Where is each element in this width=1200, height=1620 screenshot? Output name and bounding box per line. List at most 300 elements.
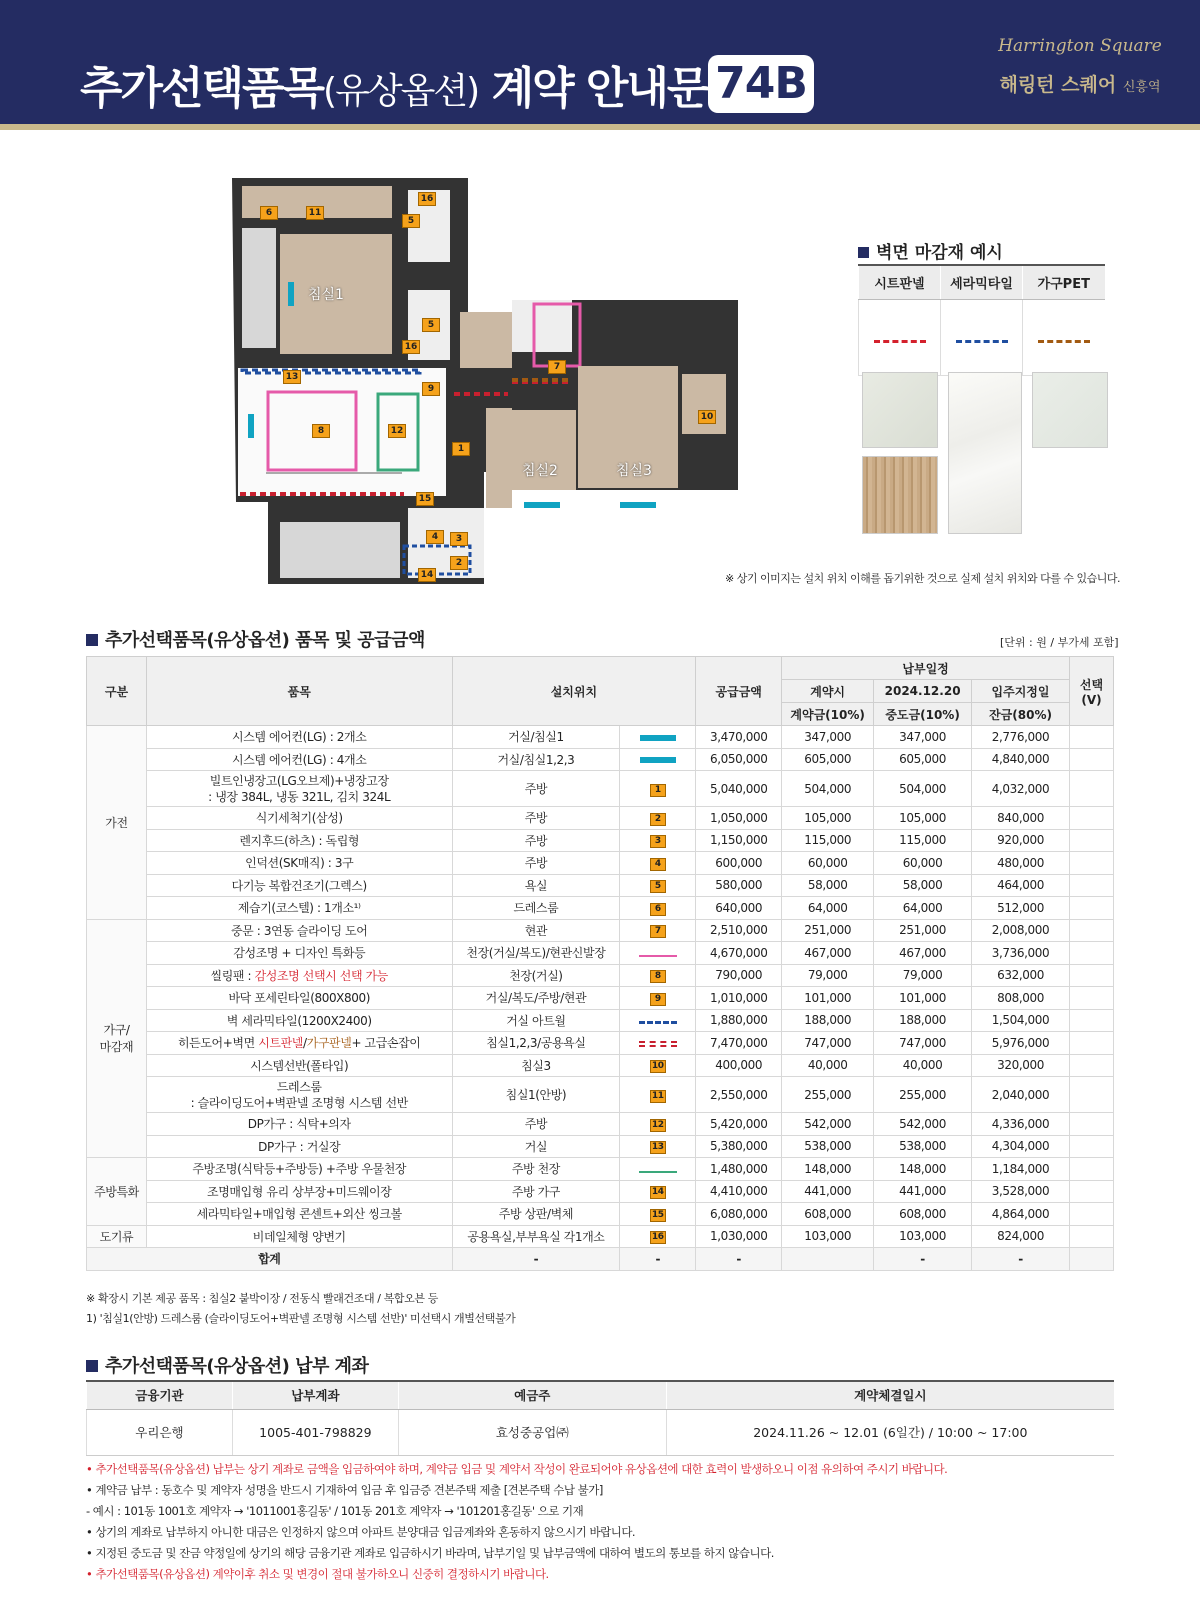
item-name-brown: 가구판넬 [306,1036,352,1051]
item-name: 히든도어+벽면 [177,1036,259,1051]
marker-cell [620,1077,696,1113]
item-name: 씰링팬 : [210,968,255,983]
select-checkbox[interactable] [1069,1032,1113,1055]
marker-cell [620,1135,696,1158]
item-name-highlight: 감성조명 선택시 선택 가능 [254,968,388,983]
price-cell: 4,410,000 [696,1180,782,1203]
balance-cell: 4,336,000 [972,1113,1070,1136]
number-marker: 13 [650,1141,666,1154]
col-mid: 중도금(10%) [874,703,972,726]
balance-cell: 2,776,000 [972,726,1070,749]
deposit-cell: 64,000 [782,897,874,920]
item-name: 시스템 에어컨(LG) : 2개소 [232,730,367,745]
balance-cell: 3,528,000 [972,1180,1070,1203]
item-cell [146,1054,452,1077]
select-checkbox[interactable] [1069,1180,1113,1203]
col-location: 설치위치 [452,657,696,726]
price-cell: 4,670,000 [696,942,782,965]
item-name-sep: / [303,1036,307,1051]
marker-cell [620,771,696,807]
balance-cell: 632,000 [972,964,1070,987]
mid-cell: 605,000 [874,748,972,771]
note-line: - 예시 : 101동 1001호 계약자 → '1011001홍길동' / 101동 201호 계약자 → '101201홍길동' 으로 기재 [86,1504,584,1518]
item-cell [146,771,452,807]
marker-cell [620,1225,696,1248]
col-contract: 계약시 [782,680,874,703]
marker-cell [620,1203,696,1226]
item-cell [146,1203,452,1226]
item-cell [146,748,452,771]
marker-14: 14 [418,568,436,582]
item-cell [146,829,452,852]
item-name: 바닥 포세린타일(800X800) [228,991,370,1006]
unit-type-badge: 74B [708,55,814,113]
acct-period: 2024.11.26 ~ 12.01 (6일간) / 10:00 ~ 17:00 [666,1409,1114,1455]
acct-holder: 효성중공업㈜ [398,1409,666,1455]
location-cell: 주방 [452,771,620,807]
footnote-expansion: ※ 확장시 기본 제공 품목 : 침실2 붙박이장 / 전동식 빨래건조대 / 복합오븐 등 [86,1292,438,1305]
acct-col-bank: 금융기관 [87,1381,233,1409]
wall-finish-heading: 벽면 마감재 예시 [858,238,1003,263]
balance-cell: 920,000 [972,829,1070,852]
category-cell: 가전 [87,726,147,920]
balance-cell: 4,864,000 [972,1203,1070,1226]
room-label-bedroom1: 침실1 [308,287,344,303]
deposit-cell: 115,000 [782,829,874,852]
mid-cell: 105,000 [874,807,972,830]
select-checkbox[interactable] [1069,726,1113,749]
location-cell: 침실1,2,3/공용욕실 [452,1032,620,1055]
deposit-cell: 538,000 [782,1135,874,1158]
balance-cell: 4,032,000 [972,771,1070,807]
number-marker: 14 [650,1186,666,1199]
select-checkbox[interactable] [1069,852,1113,875]
price-cell: 600,000 [696,852,782,875]
floor-plan-east-drawing [512,300,752,604]
marker-cell [620,987,696,1010]
category-cell: 가구/ 마감재 [87,919,147,1158]
mid-cell: 542,000 [874,1113,972,1136]
wall-finish-table [858,264,1105,376]
balance-cell: 1,184,000 [972,1158,1070,1181]
marker-6: 6 [260,206,278,220]
note-line: • 상기의 계좌로 납부하지 아니한 대금은 인정하지 않으며 아파트 분양대금 입금계좌와 혼동하지 않으시기 바랍니다. [86,1525,636,1539]
table-row [87,964,1114,987]
select-checkbox[interactable] [1069,1077,1113,1113]
item-name: 시스템 에어컨(LG) : 4개소 [232,752,367,767]
select-checkbox[interactable] [1069,964,1113,987]
ac-marker [640,735,676,741]
deposit-cell: 747,000 [782,1032,874,1055]
total-mid: - [874,1248,972,1271]
balance-cell: 1,504,000 [972,1009,1070,1032]
ac-mark-bedroom2 [524,502,560,508]
ceramic-tile-swatch [948,372,1022,534]
marker-cell [620,807,696,830]
marker-cell [620,942,696,965]
price-cell: 1,480,000 [696,1158,782,1181]
location-cell: 침실1(안방) [452,1077,620,1113]
ac-mark-bedroom1 [288,282,294,306]
col-deposit: 계약금(10%) [782,703,874,726]
location-cell: 주방 [452,829,620,852]
item-name: 다기능 복합건조기(그렉스) [231,878,367,893]
table-row [87,987,1114,1010]
room-label-bedroom2: 침실2 [522,463,558,479]
mid-cell: 255,000 [874,1077,972,1113]
price-cell: 6,050,000 [696,748,782,771]
item-cell [146,1180,452,1203]
table-row [87,829,1114,852]
location-cell: 거실/복도/주방/현관 [452,987,620,1010]
marker-cell [620,852,696,875]
marker-7: 7 [548,360,566,374]
item-cell [146,897,452,920]
table-row [87,1009,1114,1032]
location-cell: 주방 상판/벽체 [452,1203,620,1226]
total-balance: - [972,1248,1070,1271]
marker-10: 10 [698,410,716,424]
brand-logo: 해링턴 스퀘어 신흥역 [999,74,1161,96]
mid-cell: 79,000 [874,964,972,987]
wall-finish-col-sheet: 시트판넬 [859,265,941,299]
item-cell [146,1113,452,1136]
deposit-cell: 148,000 [782,1158,874,1181]
total-select [1069,1248,1113,1271]
select-checkbox[interactable] [1069,748,1113,771]
item-cell [146,1158,452,1181]
mid-cell: 608,000 [874,1203,972,1226]
total-row [87,1248,1114,1271]
select-checkbox[interactable] [1069,1009,1113,1032]
options-section-heading: 추가선택품목(유상옵션) 품목 및 공급금액 [86,626,425,652]
marker-15: 15 [416,492,434,506]
legend-sheet [859,299,941,375]
header-stripe [0,124,1200,130]
number-marker: 10 [650,1060,666,1073]
price-cell: 1,050,000 [696,807,782,830]
item-name: 세라믹타일+매입형 콘센트+외산 씽크볼 [196,1207,402,1222]
price-cell: 3,470,000 [696,726,782,749]
item-name: 식기세척기(삼성) [255,811,343,826]
account-table [86,1380,1114,1456]
price-cell: 5,420,000 [696,1113,782,1136]
balance-cell: 480,000 [972,852,1070,875]
mid-cell: 148,000 [874,1158,972,1181]
deposit-cell: 504,000 [782,771,874,807]
deposit-cell: 101,000 [782,987,874,1010]
select-checkbox[interactable] [1069,1225,1113,1248]
item-name: 렌지후드(하츠) : 독립형 [239,833,360,848]
select-checkbox[interactable] [1069,1135,1113,1158]
total-label: 합계 [87,1248,453,1271]
deposit-cell: 467,000 [782,942,874,965]
mid-cell: 40,000 [874,1054,972,1077]
item-name: 인덕션(SK매직) : 3구 [245,856,354,871]
select-checkbox[interactable] [1069,829,1113,852]
pink-line-marker [639,955,677,957]
furniture-pet-swatch [1032,372,1108,448]
price-cell: 1,880,000 [696,1009,782,1032]
total-deposit [782,1248,874,1271]
col-select: 선택 (V) [1069,657,1113,726]
mid-cell: 251,000 [874,919,972,942]
legend-ceramic [941,299,1023,375]
marker-cell [620,1113,696,1136]
room-label-bedroom3: 침실3 [616,463,652,479]
balance-cell: 320,000 [972,1054,1070,1077]
select-checkbox[interactable] [1069,942,1113,965]
unit-note: [단위 : 원 / 부가세 포함] [1000,636,1119,649]
location-cell: 천장(거실) [452,964,620,987]
balance-cell: 4,304,000 [972,1135,1070,1158]
mid-cell: 101,000 [874,987,972,1010]
col-schedule: 납부일정 [782,657,1070,680]
payment-notes [86,1459,947,1585]
floor-plan [228,172,512,604]
table-row [87,771,1114,807]
note-line: • 추가선택품목(유상옵션) 납부는 상기 계좌로 금액을 입금하여야 하며, 계약금 입금 및 계약서 작성이 완료되어야 유상옵션에 대한 효력이 발생하오니 이점 유의하여 주시기 바랍니다. [86,1462,948,1476]
options-table [86,656,1114,1271]
table-row [87,726,1114,749]
select-checkbox[interactable] [1069,1203,1113,1226]
select-checkbox[interactable] [1069,807,1113,830]
item-name-end: + 고급손잡이 [351,1036,421,1051]
acct-col-period: 계약체결일시 [666,1381,1114,1409]
ac-mark-bedroom3 [620,502,656,508]
col-balance: 잔금(80%) [972,703,1070,726]
mid-cell: 747,000 [874,1032,972,1055]
deposit-cell: 58,000 [782,874,874,897]
number-marker: 6 [650,903,666,916]
image-disclaimer: ※ 상기 이미지는 설치 위치 이해를 돕기위한 것으로 실제 설치 위치와 다를 수 있습니다. [725,572,1120,585]
price-cell: 640,000 [696,897,782,920]
select-checkbox[interactable] [1069,919,1113,942]
marker-cell [620,964,696,987]
item-name: 빌트인냉장고(LG오브제)+냉장고장 [209,773,389,788]
mid-cell: 504,000 [874,771,972,807]
number-marker: 2 [650,813,666,826]
marker-cell [620,1180,696,1203]
table-row [87,1032,1114,1055]
acct-col-holder: 예금주 [398,1381,666,1409]
account-section-heading: 추가선택품목(유상옵션) 납부 계좌 [86,1352,368,1378]
select-checkbox[interactable] [1069,897,1113,920]
price-cell: 1,150,000 [696,829,782,852]
number-marker: 9 [650,993,666,1006]
item-cell [146,964,452,987]
note-line: • 계약금 납부 : 동호수 및 계약자 성명을 반드시 기재하여 입금 후 입금증 견본주택 제출 [견본주택 수납 불가] [86,1483,603,1497]
location-cell: 주방 [452,1113,620,1136]
deposit-cell: 605,000 [782,748,874,771]
table-row [87,1113,1114,1136]
number-marker: 15 [650,1209,666,1222]
price-cell: 5,380,000 [696,1135,782,1158]
location-cell: 공용욕실,부부욕실 각1개소 [452,1225,620,1248]
location-cell: 거실/침실1,2,3 [452,748,620,771]
deposit-cell: 105,000 [782,807,874,830]
number-marker: 8 [650,970,666,983]
select-checkbox[interactable] [1069,987,1113,1010]
balance-cell: 2,008,000 [972,919,1070,942]
select-checkbox[interactable] [1069,771,1113,807]
select-checkbox[interactable] [1069,1113,1113,1136]
number-marker: 1 [650,784,666,797]
marker-cell [620,1032,696,1055]
number-marker: 3 [650,835,666,848]
item-cell [146,1009,452,1032]
price-cell: 5,040,000 [696,771,782,807]
location-cell: 거실 [452,1135,620,1158]
wood-panel-swatch [862,456,938,534]
item-detail: : 슬라이딩도어+벽판넬 조명형 시스템 선반 [190,1095,408,1110]
deposit-cell: 441,000 [782,1180,874,1203]
mid-cell: 538,000 [874,1135,972,1158]
select-checkbox[interactable] [1069,874,1113,897]
table-row [87,1135,1114,1158]
footnote-dressroom: 1) '침실1(안방) 드레스룸 (슬라이딩도어+벽판넬 조명형 시스템 선반)' 미선택시 개별선택불가 [86,1312,516,1325]
price-cell: 7,470,000 [696,1032,782,1055]
mid-cell: 115,000 [874,829,972,852]
price-cell: 2,510,000 [696,919,782,942]
item-cell [146,807,452,830]
marker-11: 11 [306,206,324,220]
mid-cell: 60,000 [874,852,972,875]
marker-cell [620,1054,696,1077]
deposit-cell: 60,000 [782,852,874,875]
marker-3: 3 [450,532,468,546]
balance-cell: 808,000 [972,987,1070,1010]
acct-number: 1005-401-798829 [232,1409,398,1455]
marker-cell [620,829,696,852]
location-cell: 거실/침실1 [452,726,620,749]
legend-dash-blue [956,340,1008,343]
acct-bank: 우리은행 [87,1409,233,1455]
total-price: - [696,1248,782,1271]
floor-plan-east [512,300,752,604]
note-line: • 추가선택품목(유상옵션) 계약이후 취소 및 변경이 절대 불가하오니 신중히 결정하시기 바랍니다. [86,1567,549,1581]
item-name-highlight: 시트판넬 [258,1036,303,1051]
number-marker: 16 [650,1231,666,1244]
select-checkbox[interactable] [1069,1054,1113,1077]
price-cell: 1,030,000 [696,1225,782,1248]
balance-cell: 3,736,000 [972,942,1070,965]
marker-cell [620,919,696,942]
item-cell [146,852,452,875]
item-name: DP가구 : 식탁+의자 [247,1117,351,1132]
marker-cell [620,874,696,897]
item-detail: : 냉장 384L, 냉동 321L, 김치 324L [208,789,391,804]
marker-cell [620,726,696,749]
col-move-in: 입주지정일 [972,680,1070,703]
table-row [87,942,1114,965]
balance-cell: 824,000 [972,1225,1070,1248]
mid-cell: 58,000 [874,874,972,897]
price-cell: 790,000 [696,964,782,987]
location-cell: 천장(거실/복도)/현관신발장 [452,942,620,965]
green-line-marker [639,1171,677,1173]
table-row [87,1225,1114,1248]
number-marker: 12 [650,1119,666,1132]
marker-13: 13 [283,370,301,384]
col-category: 구분 [87,657,147,726]
wall-finish-col-pet: 가구PET [1023,265,1105,299]
location-cell: 주방 [452,852,620,875]
location-cell: 거실 아트월 [452,1009,620,1032]
marker-cell [620,748,696,771]
col-mid-date: 2024.12.20 [874,680,972,703]
deposit-cell: 347,000 [782,726,874,749]
price-cell: 1,010,000 [696,987,782,1010]
item-cell [146,942,452,965]
table-row [87,1054,1114,1077]
marker-2: 2 [450,556,468,570]
deposit-cell: 40,000 [782,1054,874,1077]
item-cell [146,726,452,749]
item-name: 시스템선반(폴타입) [250,1058,349,1073]
marker-12: 12 [388,424,406,438]
table-row [87,1077,1114,1113]
red-dash-marker [639,1041,677,1047]
ac-mark-living [248,414,254,438]
marker-5-bottom: 5 [422,318,440,332]
ac-marker [640,757,676,763]
total-marker: - [620,1248,696,1271]
acct-col-number: 납부계좌 [232,1381,398,1409]
legend-dash-red [874,340,926,343]
table-row [87,1180,1114,1203]
deposit-cell: 251,000 [782,919,874,942]
table-row [87,919,1114,942]
balance-cell: 5,976,000 [972,1032,1070,1055]
balance-cell: 512,000 [972,897,1070,920]
item-cell [146,1225,452,1248]
table-row [87,1203,1114,1226]
marker-9: 9 [422,382,440,396]
sheet-panel-swatch [862,372,938,448]
deposit-cell: 103,000 [782,1225,874,1248]
brand-logo-script: Harrington Square [998,36,1162,56]
table-row [87,874,1114,897]
mid-cell: 441,000 [874,1180,972,1203]
item-name: 조명매입형 유리 상부장+미드웨이장 [207,1184,392,1199]
price-cell: 400,000 [696,1054,782,1077]
balance-cell: 464,000 [972,874,1070,897]
deposit-cell: 188,000 [782,1009,874,1032]
location-cell: 주방 천장 [452,1158,620,1181]
select-checkbox[interactable] [1069,1158,1113,1181]
marker-cell [620,897,696,920]
marker-16-top: 16 [418,192,436,206]
deposit-cell: 255,000 [782,1077,874,1113]
balance-cell: 4,840,000 [972,748,1070,771]
blue-dash-marker [639,1021,677,1024]
location-cell: 현관 [452,919,620,942]
header-banner [0,0,1200,130]
mid-cell: 64,000 [874,897,972,920]
col-item: 품목 [146,657,452,726]
item-cell [146,874,452,897]
table-row [87,897,1114,920]
marker-16-bottom: 16 [402,340,420,354]
price-cell: 6,080,000 [696,1203,782,1226]
item-name: DP가구 : 거실장 [258,1139,341,1154]
number-marker: 5 [650,880,666,893]
col-price: 공급금액 [696,657,782,726]
item-cell [146,987,452,1010]
item-name: 제습기(코스텔) : 1개소¹⁾ [237,901,361,916]
mid-cell: 103,000 [874,1225,972,1248]
